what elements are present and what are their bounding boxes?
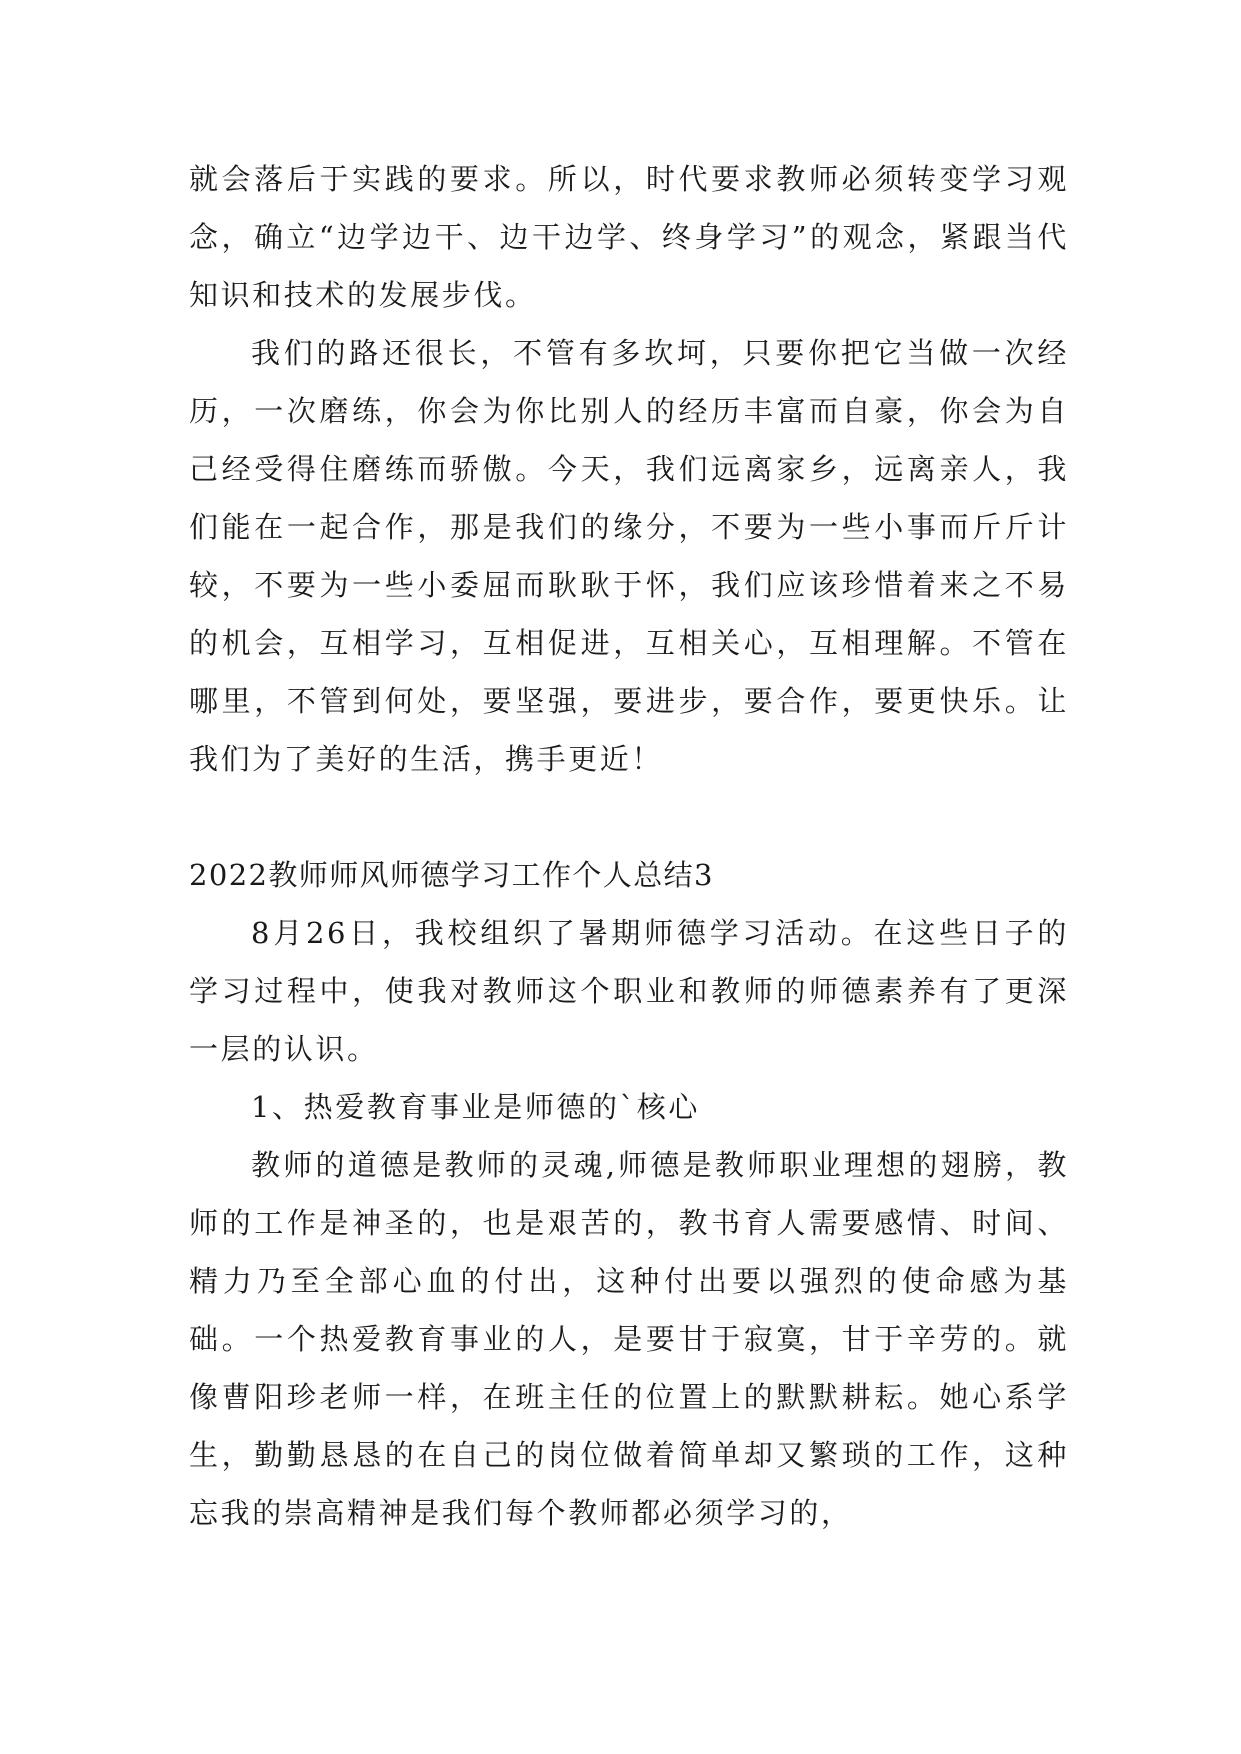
document-body [189,150,1069,1542]
section-heading: 2022教师师风师德学习工作个人总结3 [189,858,714,892]
paragraph-road-ahead: 我们的路还很长，不管有多坎坷，只要你把它当做一次经历，一次磨练，你会为你比别人的经历丰富而自豪，你会为自己经受得住磨练而骄傲。今天，我们远离家乡，远离亲人，我们能在一起合作，那是我们的缘分，不要为一些小事而斤斤计较，不要为一些小委屈而耿耿于怀，我们应该珍惜着来之不易的机会，互相学习，互相促进，互相关心，互相理解。不管在哪里，不管到何处，要坚强，要进步，要合作，要更快乐。让我们为了美好的生活，携手更近！ [189,336,1069,776]
paragraph-teacher-ethics: 教师的道德是教师的灵魂,师德是教师职业理想的翅膀，教师的工作是神圣的，也是艰苦的，教书育人需要感情、时间、精力乃至全部心血的付出，这种付出要以强烈的使命感为基础。一个热爱教育事业的人，是要甘于寂寞，甘于辛劳的。就像曹阳珍老师一样，在班主任的位置上的默默耕耘。她心系学生，勤勤恳恳的在自己的岗位做着简单却又繁琐的工作，这种忘我的崇高精神是我们每个教师都必须学习的， [189,1148,1069,1530]
section-gap [189,788,1069,846]
paragraph-continued: 就会落后于实践的要求。所以，时代要求教师必须转变学习观念，确立“边学边干、边干边学、终身学习”的观念，紧跟当代知识和技术的发展步伐。 [189,162,1069,312]
paragraph-activity-intro: 8月26日，我校组织了暑期师德学习活动。在这些日子的学习过程中，使我对教师这个职业和教师的师德素养有了更深一层的认识。 [189,916,1069,1066]
subheading-love-education: 1、热爱教育事业是师德的`核心 [251,1090,700,1124]
